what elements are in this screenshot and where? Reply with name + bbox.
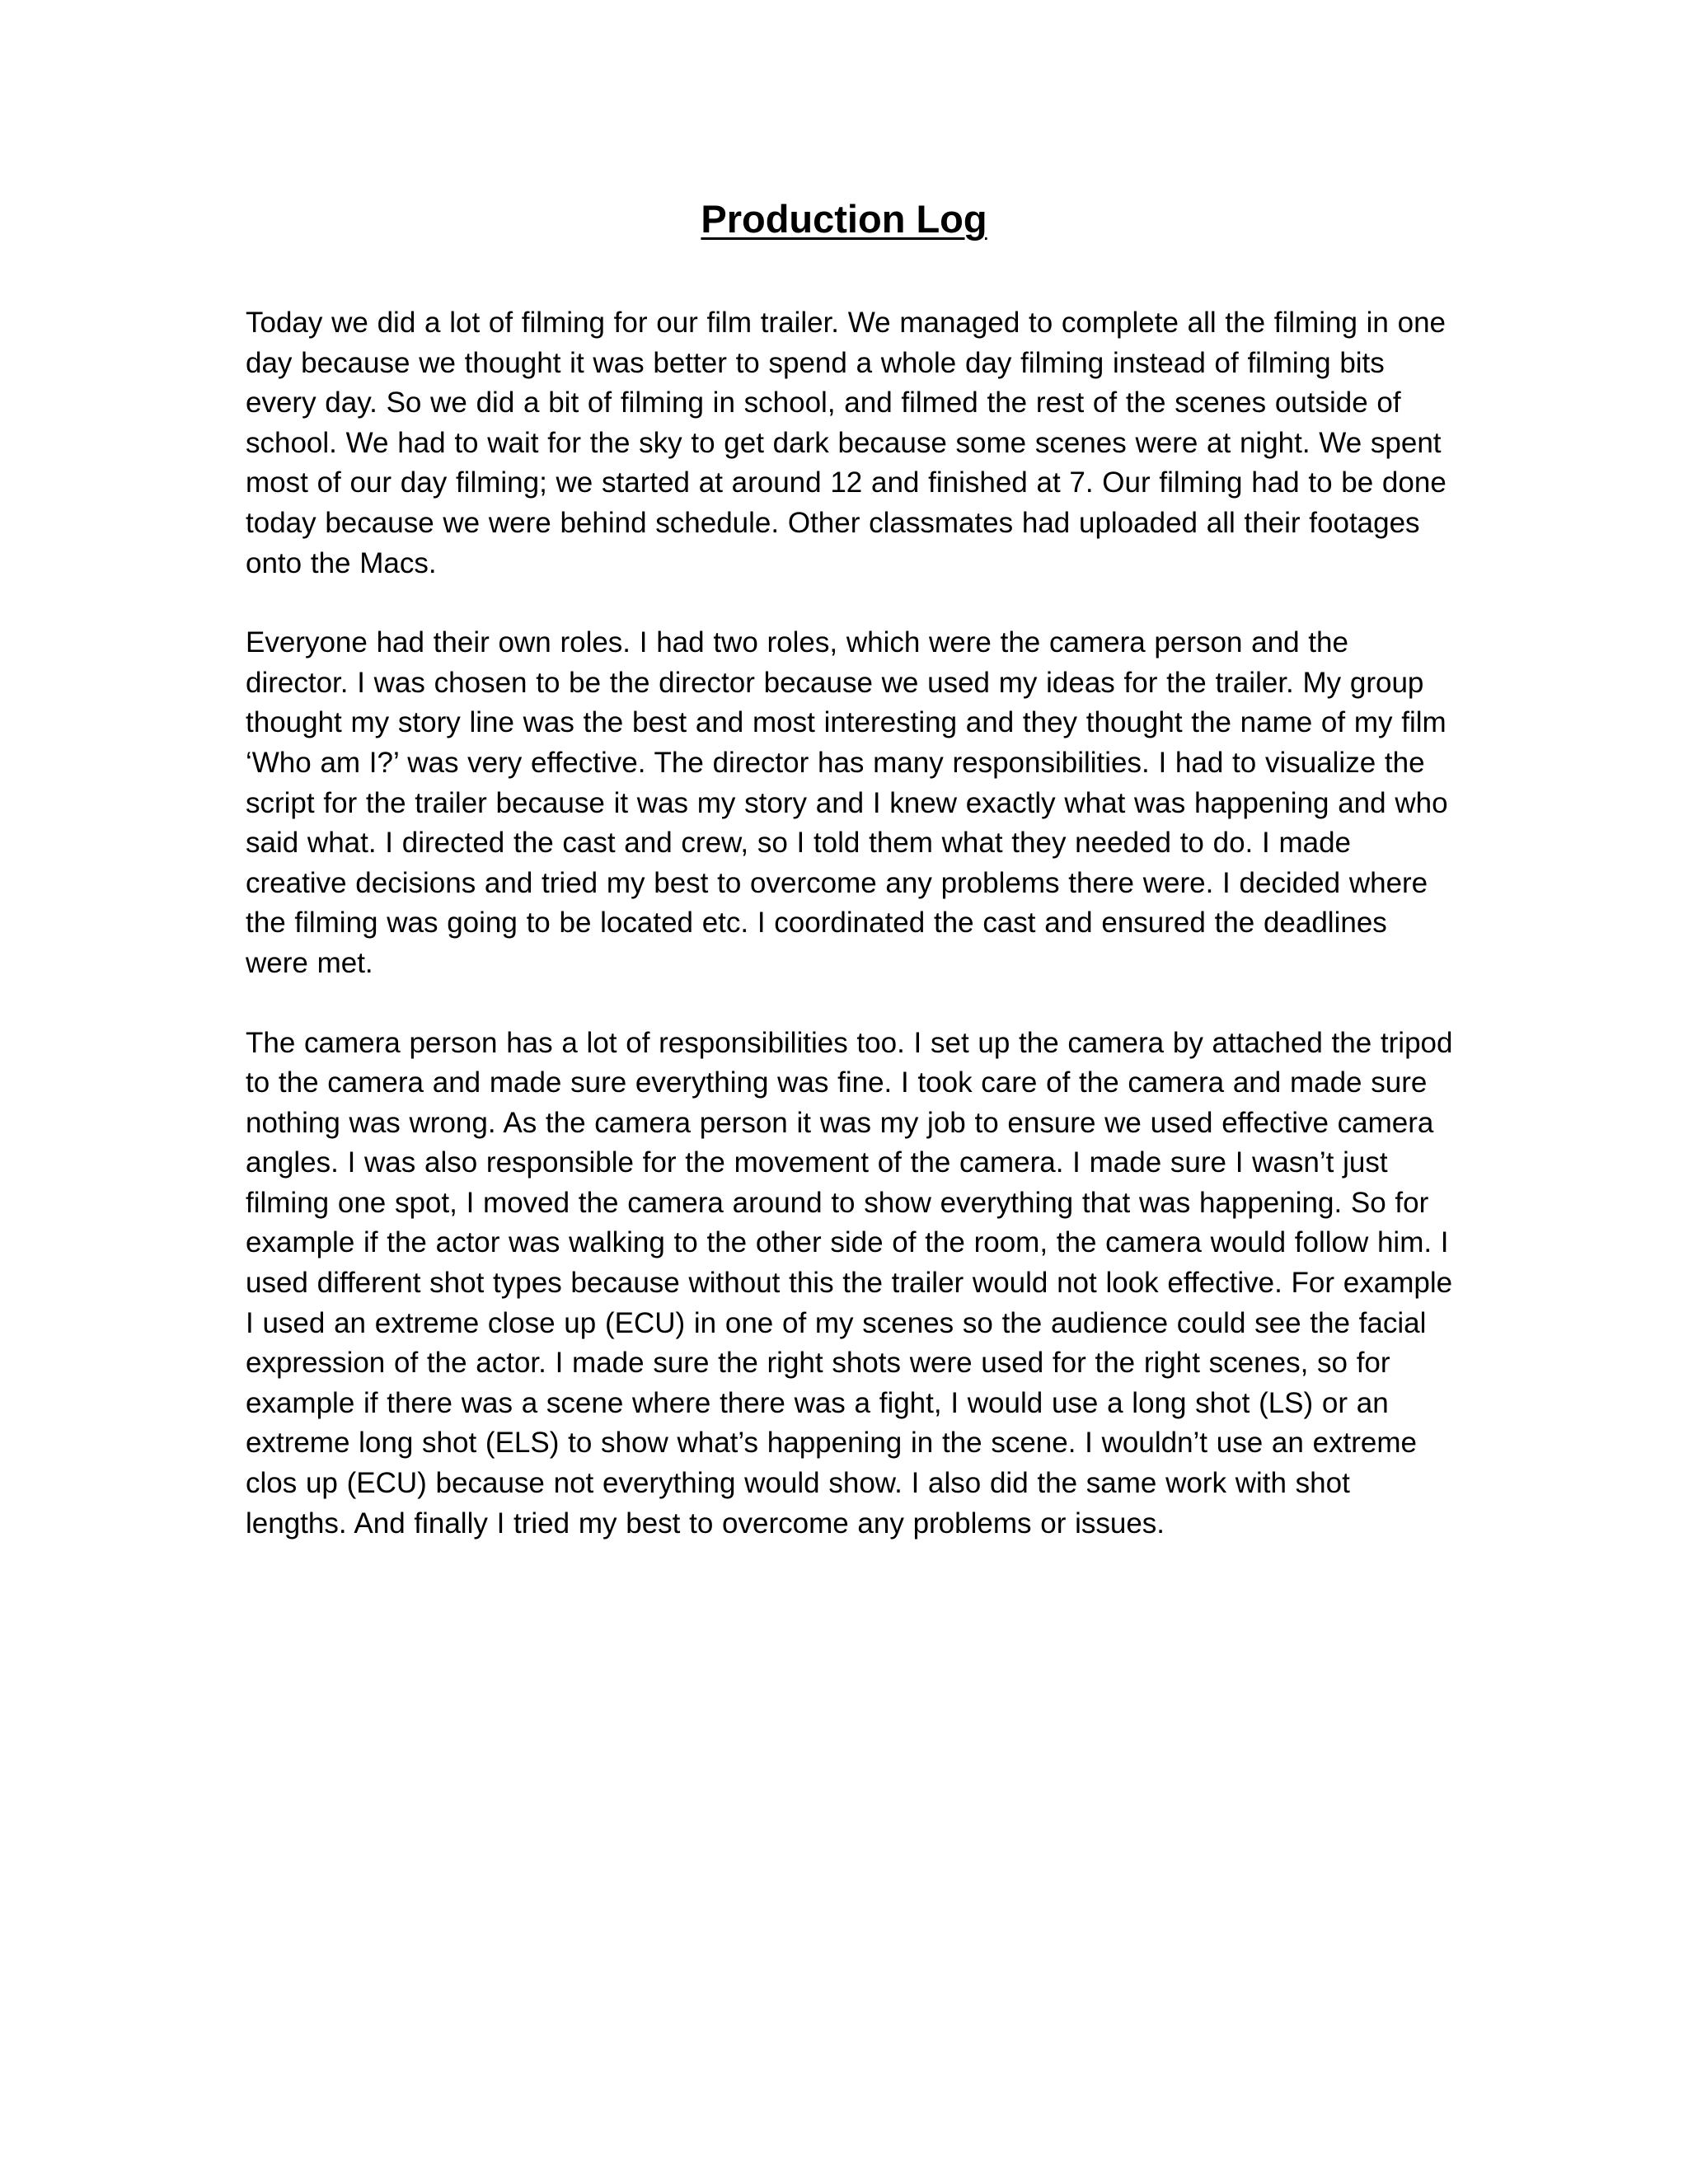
page-title: Production Log xyxy=(701,197,987,241)
paragraph-roles-director: Everyone had their own roles. I had two roles, which were the camera person and the director. I was chosen to be the director because we used my ideas for the trailer. My group thought my story line was the best and most interesting and they thought the name of my film ‘Who am I?’ was very effective. The director has many responsibilities. I had to visualize the script for the trailer because it was my story and I knew exactly what was happening and who said what. I directed the cast and crew, so I told them what they needed to do. I made creative decisions and tried my best to overcome any problems there were. I decided where the filming was going to be located etc. I coordinated the cast and ensured the deadlines were met. xyxy=(246,626,1448,979)
paragraph-filming-day: Today we did a lot of filming for our film trailer. We managed to complete all the filming in one day because we thought it was better to spend a whole day filming instead of filming bits every day. So we did a bit of filming in school, and filmed the rest of the scenes outside of school. We had to wait for the sky to get dark because some scenes were at night. We spent most of our day filming; we started at around 12 and finished at 7. Our filming had to be done today because we were behind schedule. Other classmates had uploaded all their footages onto the Macs. xyxy=(246,307,1447,579)
paragraph-camera-person: The camera person has a lot of responsibilities too. I set up the camera by attached the tripod to the camera and made sure everything was fine. I took care of the camera and made sure nothing was wrong. As the camera person it was my job to ensure we used effective camera angles. I was also responsible for the movement of the camera. I made sure I wasn’t just filming one spot, I moved the camera around to show everything that was happening. So for example if the actor was walking to the other side of the room, the camera would follow him. I used different shot types because without this the trailer would not look effective. For example I used an extreme close up (ECU) in one of my scenes so the audience could see the facial expression of the actor. I made sure the right shots were used for the right scenes, so for example if there was a scene where there was a fight, I would use a long shot (LS) or an extreme long shot (ELS) to show what’s happening in the scene. I wouldn’t use an extreme clos up (ECU) because not everything would show. I also did the same work with shot lengths. And finally I tried my best to overcome any problems or issues. xyxy=(246,1026,1453,1540)
document-body xyxy=(246,303,1457,1583)
